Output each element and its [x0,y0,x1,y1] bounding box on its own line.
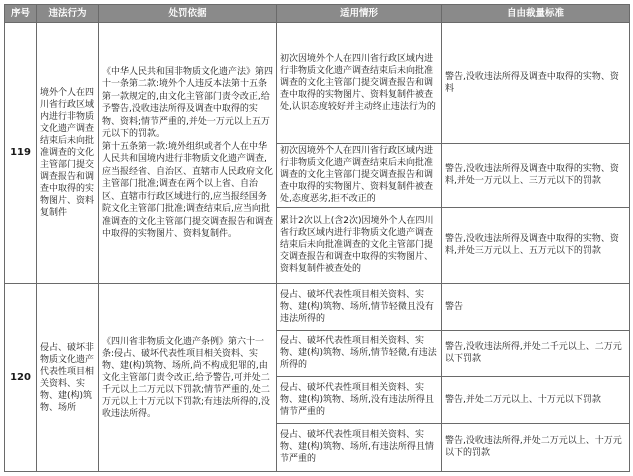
row-120-situation-1: 侵占、破坏代表性项目相关资料、实物、建(构)筑物、场所,情节轻微且没有违法所得的 [277,284,442,330]
row-120-situation-4: 侵占、破坏代表性项目相关资料、实物、建(构)筑物、场所,有违法所得且情节严重的 [277,423,442,471]
row-120-situation-2: 侵占、破坏代表性项目相关资料、实物、建(构)筑物、场所,情节轻微,有违法所得的 [277,330,442,376]
row-120-seq: 120 [5,284,37,472]
header-situation: 适用情形 [277,5,442,23]
row-119-violation: 境外个人在四川省行政区域内进行非物质文化遗产调查结束后未向批准调查的文化主管部门提交调查报告和调查中取得的实物图片、资料复制件 [37,23,99,284]
row-119-basis: 《中华人民共和国非物质文化遗产法》第四十一条第二款:境外个人违反本法第十五条第一款规定的,由文化主管部门责令改正,给予警告,没收违法所得及调查中取得的实物、资料;情节严重的,并处一万元以上五万元以下的罚款。 第十五条第一款:境外组织或者个人在中华人民共和国境内进行非物质文化遗产调查,应当报经省、自治区、直辖市人民政府文化主管部门批准;调查在两个以上省、自治区、直辖市行政区域进行的,应当报经国务院文化主管部门批准;调查结束后,应当向批准调查的文化主管部门提交调查报告和调查中取得的实物图片、资料复制件。 [99,23,277,284]
header-basis: 处罚依据 [99,5,277,23]
table-body [5,23,630,472]
table-header [5,5,630,23]
row-120-standard-3: 警告,并处二万元以上、十万元以下罚款 [442,377,630,423]
row-119-standard-2: 警告,没收违法所得及调查中取得的实物、资料,并处一万元以上、三万元以下的罚款 [442,144,630,208]
row-120-standard-4: 警告,没收违法所得,并处二万元以上、十万元以下的罚款 [442,423,630,471]
header-standard: 自由裁量标准 [442,5,630,23]
row-120-basis: 《四川省非物质文化遗产条例》第六十一条:侵占、破坏代表性项目相关资料、实物、建(构)筑物、场所,尚不构成犯罪的,由文化主管部门责令改正,给予警告,可并处二千元以上二万元以下罚款;情节严重的,处二万元以上十万元以下罚款;有违法所得的,没收违法所得。 [99,284,277,472]
row-120-standard-2: 警告,没收违法所得,并处二千元以上、二万元以下罚款 [442,330,630,376]
row-119-situation-3: 累计2次以上(含2次)因境外个人在四川省行政区域内进行非物质文化遗产调查结束后未向批准调查的文化主管部门提交调查报告和调查中取得的实物图片、资料复制件被查处的 [277,207,442,284]
row-119-standard-3: 警告,没收违法所得及调查中取得的实物、资料,并处三万元以上、五万元以下的罚款 [442,207,630,284]
row-120-situation-3: 侵占、破坏代表性项目相关资料、实物、建(构)筑物、场所,没有违法所得且情节严重的 [277,377,442,423]
table-row [5,23,630,144]
penalty-standards-table [4,4,630,472]
row-119-situation-1: 初次因境外个人在四川省行政区域内进行非物质文化遗产调查结束后未向批准调查的文化主管部门提交调查报告和调查中取得的实物图片、资料复制件被查处,认识态度较好并主动终止违法行为的 [277,23,442,144]
header-seq: 序号 [5,5,37,23]
row-119-situation-2: 初次因境外个人在四川省行政区域内进行非物质文化遗产调查结束后未向批准调查的文化主管部门提交调查报告和调查中取得的实物图片、资料复制件被查处,态度恶劣,拒不改正的 [277,144,442,208]
row-119-seq: 119 [5,23,37,284]
header-violation: 违法行为 [37,5,99,23]
row-120-standard-1: 警告 [442,284,630,330]
table-row [5,284,630,330]
row-120-violation: 侵占、破坏非物质文化遗产代表性项目相关资料、实物、建(构)筑物、场所 [37,284,99,472]
row-119-standard-1: 警告,没收违法所得及调查中取得的实物、资料 [442,23,630,144]
